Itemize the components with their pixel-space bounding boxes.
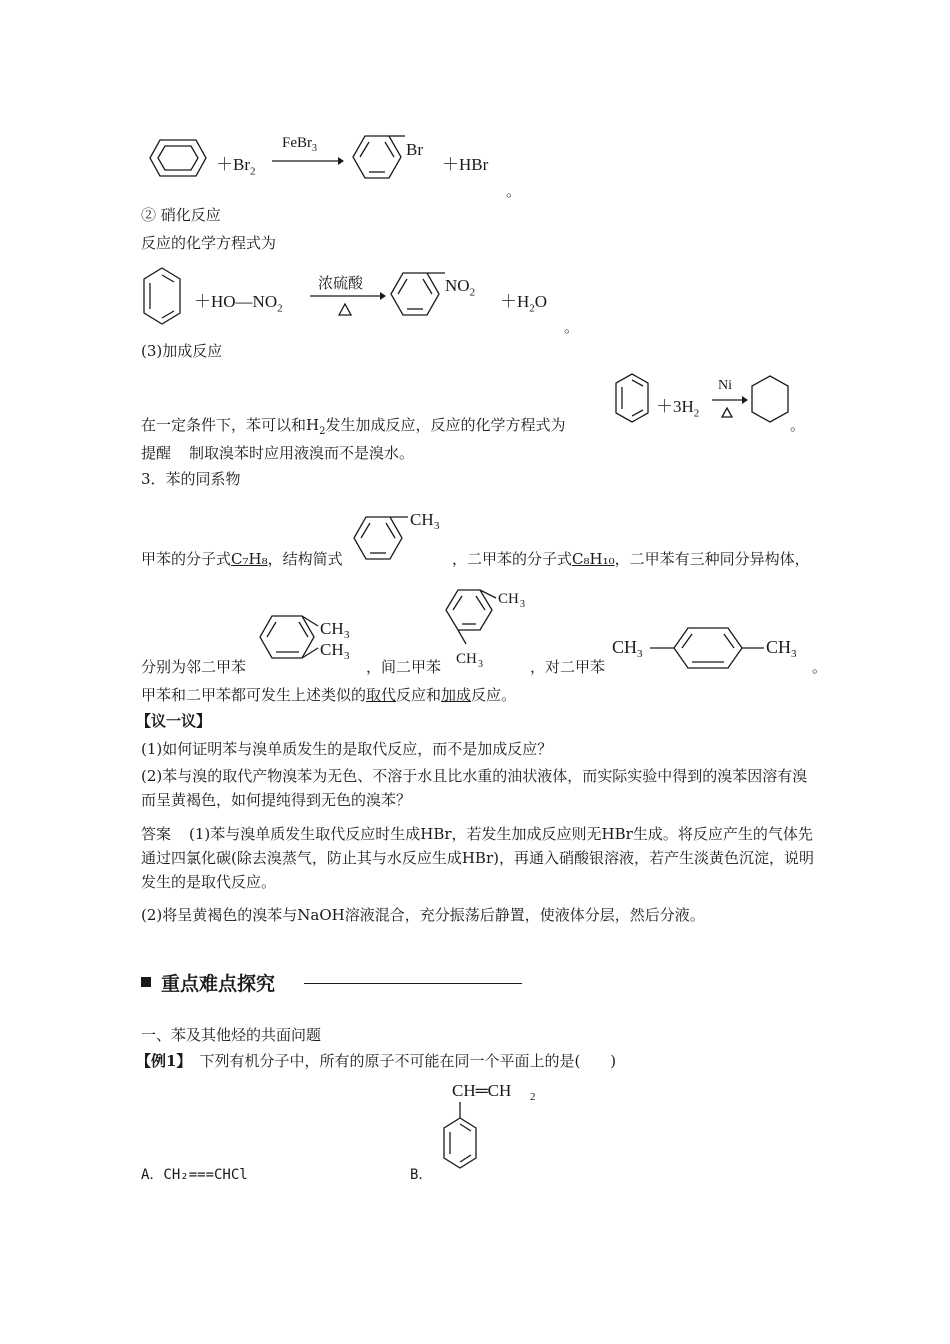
blank-substitution: 取代 [366,686,397,704]
hydrogen-reagent: $+3H_2$ [656,397,700,420]
section-header [141,968,561,998]
note-line [141,442,414,463]
svg-text:3: 3 [434,520,440,532]
ortho-methyl-2: CH [320,640,344,659]
benzene-ring-3 [612,370,657,432]
subsection-title: 一、苯及其他烃的共面问题 [141,1026,322,1044]
xylene-formula: C₈H₁₀ [572,550,615,568]
xylene-line: ，二甲苯的分子式C₈H₁₀，二甲苯有三种同分异构体， [452,550,810,568]
ortho-methyl-1: CH [320,619,344,638]
homologs-summary: 甲苯和二甲苯都可发生上述类似的取代反应和加成反应。 [141,686,517,704]
eq1-reagent: $+Br_2$ [216,155,256,178]
example-1: 【例1】 下列有机分子中，所有的原子不可能在同一个平面上的是( ) [136,1052,617,1070]
example-label: 【例1】 [136,1052,192,1070]
svg-text:3: 3 [791,648,797,660]
ortho-xylene-structure [256,604,366,672]
svg-text:3: 3 [478,659,483,670]
benzene-ring-2 [140,262,190,334]
nitration-intro: 反应的化学方程式为 [141,234,277,252]
square-bullet-icon [141,977,151,987]
condition-conc-sulfuric: 浓硫酸 [318,274,364,292]
meta-methyl-2: CH [456,651,477,667]
question-1: (1)如何证明苯与溴单质发生的是取代反应，而不是加成反应？ [141,740,553,758]
answer-2: (2)将呈黄褐色的溴苯与NaOH溶液混合，充分振荡后静置，使液体分层，然后分液。 [141,906,705,924]
para-methyl-2: CH [766,637,792,657]
answer-1: 答案 (1)苯与溴单质发生取代反应时生成HBr，若发生加成反应则无HBr生成。将反应产生的气体先通过四氯化碳(除去溴蒸气，防止其与水反应生成HBr)，再通入硝酸银溶液，若产生淡黄色沉淀，说明发生的是取代反应。 [141,825,814,891]
eq1-byproduct: ＋HBr [442,155,489,174]
svg-text:3: 3 [520,599,525,610]
addition-period: 。 [790,416,806,434]
toluene-line: 甲苯的分子式C₇H₈，结构简式 [141,550,343,568]
svg-text:3: 3 [344,650,350,662]
para-methyl-1: CH [612,637,638,657]
option-a: A．CH₂===CHCl [141,1167,248,1183]
toluene-methyl: CH [410,510,434,529]
styrene-structure [436,1074,556,1184]
svg-text:3: 3 [637,648,643,660]
nickel-catalyst: Ni [718,378,732,393]
addition-text: 在一定条件下，苯可以和$H_2$发生加成反应，反应的化学方程式为 [141,416,566,437]
reaction-arrow-2 [310,290,386,320]
meta-xylene-structure [440,578,540,674]
toluene-structure [348,500,458,578]
eq1-catalyst: FeBr$_3$ [282,135,317,154]
question-2: (2)苯与溴的取代产物溴苯为无色、不溶于水且比水重的油状液体，而实际实验中得到的溴苯因溶有溴而呈黄褐色，如何提纯得到无色的溴苯？ [141,767,808,809]
homologs-period: 。 [812,658,828,676]
para-xylene-structure [612,620,822,670]
benzene-ring-1 [140,133,220,183]
nitration-period: 。 [564,318,580,336]
section-divider [304,983,522,984]
discuss-title: 【议一议】 [136,712,212,730]
note-label: 提醒 [141,444,172,462]
nitro-group: $NO_2$ [445,276,476,299]
note-text: 制取溴苯时应用液溴而不是溴水。 [189,444,415,462]
ortho-label: 分别为邻二甲苯 [141,658,247,676]
vinyl-group: CH═CH [452,1081,512,1100]
toluene-formula: C₇H₈ [231,550,268,568]
reaction-arrow-3 [712,395,748,421]
water-product: $+H_2O$ [500,292,548,315]
bromo-substituent: Br [406,140,423,159]
answer-label: 答案 [141,825,172,843]
section-title: 重点难点探究 [161,973,276,995]
eq1-period: 。 [506,182,522,200]
heat-triangle-icon [722,408,732,417]
meta-label: ，间二甲苯 [366,658,442,676]
para-label: ，对二甲苯 [530,658,606,676]
homologs-title: 3．苯的同系物 [141,470,241,488]
svg-text:2: 2 [530,1091,536,1103]
meta-methyl-1: CH [498,591,519,607]
nitration-title: ② 硝化反应 [141,206,221,224]
heat-triangle-icon [339,304,351,315]
blank-addition: 加成 [441,686,472,704]
svg-text:3: 3 [344,629,350,641]
reaction-arrow-1 [272,155,344,167]
option-b-label: B． [410,1167,433,1183]
addition-title: (3)加成反应 [141,342,223,360]
nitric-acid: $+HO—NO_2$ [194,292,283,315]
